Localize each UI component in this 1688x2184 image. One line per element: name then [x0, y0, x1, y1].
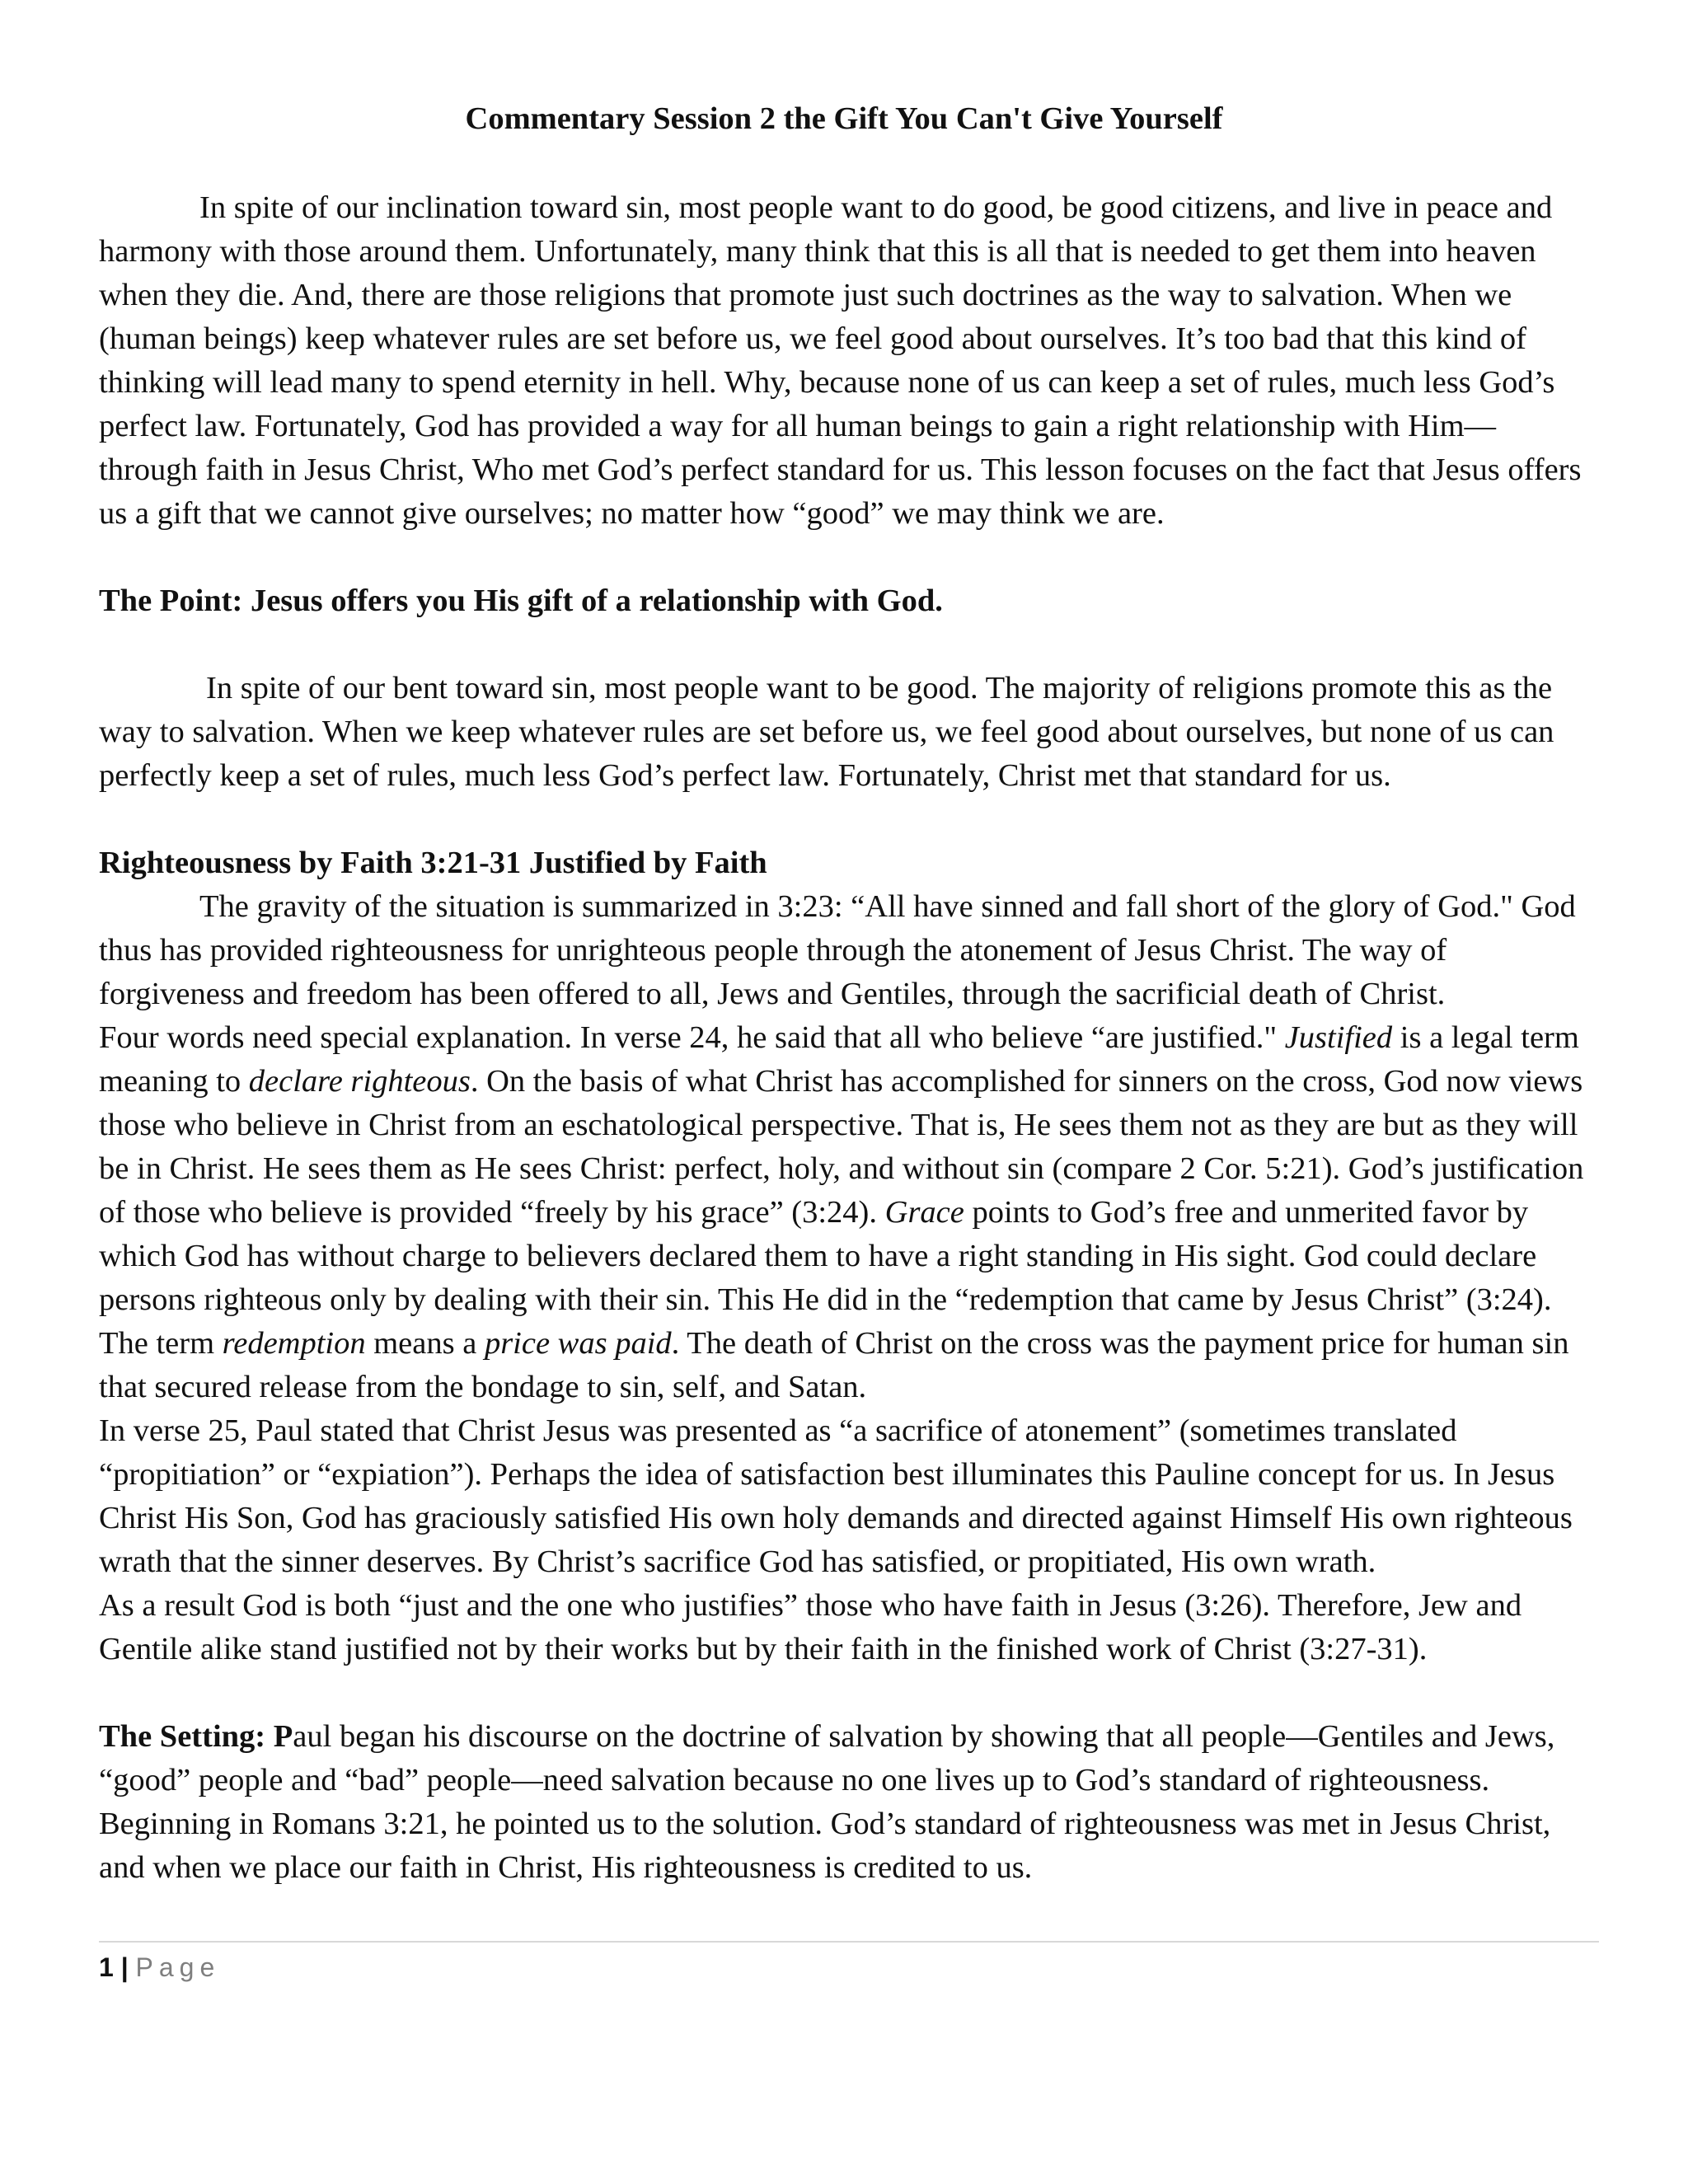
spacer: [99, 623, 1589, 667]
page-footer: [99, 1947, 220, 1988]
text-run: Four words need special explanation. In verse 24, he said that all who believe “are justified.": [99, 1020, 1285, 1055]
text-run: . The death of Christ on the cross was the payment price for human sin that secured release from the bondage to sin, self, and Satan.: [99, 1326, 1569, 1404]
section-paragraph-4: As a result God is both “just and the one who justifies” those who have faith in Jesus (3:26). Therefore, Jew and Gentile alike stand justified not by their works but by their faith in the finished work of Christ (3:27-31).: [99, 1588, 1522, 1666]
section-paragraph-3: In verse 25, Paul stated that Christ Jesus was presented as “a sacrifice of atonement” (sometimes translated “propitiation” or “expiation”). Perhaps the idea of satisfaction best illuminates this Pauline concept for us. In Jesus Christ His Son, God has graciously satisfied His own holy demands and directed against Himself His own righteous wrath that the sinner deserves. By Christ’s sacrifice God has satisfied, or propitiated, His own wrath.: [99, 1413, 1573, 1579]
setting-initial: P: [273, 1719, 293, 1754]
footer-separator: |: [120, 1952, 129, 1982]
footer-divider: [99, 1941, 1599, 1943]
document-title: Commentary Session 2 the Gift You Can't Give Yourself: [465, 101, 1223, 136]
italic-term-declare-righteous: declare righteous: [248, 1064, 471, 1099]
text-run: is a legal term meaning to: [99, 1020, 1579, 1099]
section-heading: Righteousness by Faith 3:21-31 Justified by Faith: [99, 846, 767, 880]
section-paragraph-2: [99, 1016, 1589, 1409]
document-page: [99, 97, 1589, 1890]
italic-term-justified: Justified: [1284, 1020, 1393, 1055]
text-run: . On the basis of what Christ has accomplished for sinners on the cross, God now views those who believe in Christ from an eschatological perspective. That is, He sees them not as they are but as they will be in Christ. He sees them as He sees Christ: perfect, holy, and without sin (compare 2 Cor. 5:21). God’s justification of those who believe is provided “freely by his grace” (3:24).: [99, 1064, 1584, 1230]
text-run: points to God’s free and unmerited favor by which God has without charge to believers declared them to have a right standing in His sight. God could declare persons righteous only by dealing with their sin. This He did in the “redemption that came by Jesus Christ” (3:24). The term: [99, 1195, 1552, 1361]
setting-text: aul began his discourse on the doctrine of salvation by showing that all people—Gentiles and Jews, “good” people and “bad” people—need salvation because no one lives up to God’s standard of righteousness. Beginning in Romans 3:21, he pointed us to the solution. God’s standard of righteousness was met in Jesus Christ, and when we place our faith in Christ, His righteousness is credited to us.: [99, 1719, 1555, 1885]
intro-paragraph: In spite of our inclination toward sin, most people want to do good, be good citizens, and live in peace and harmony with those around them. Unfortunately, many think that this is all that is needed to get them into heaven when they die. And, there are those religions that promote just such doctrines as the way to salvation. When we (human beings) keep whatever rules are set before us, we feel good about ourselves. It’s too bad that this kind of thinking will lead many to spend eternity in hell. Why, because none of us can keep a set of rules, much less God’s perfect law. Fortunately, God has provided a way for all human beings to gain a right relationship with Him—through faith in Jesus Christ, Who met God’s perfect standard for us. This lesson focuses on the fact that Jesus offers us a gift that we cannot give ourselves; no matter how “good” we may think we are.: [99, 190, 1582, 531]
setting-label: The Setting:: [99, 1719, 274, 1754]
page-label: Page: [135, 1952, 221, 1982]
spacer: [99, 1671, 1589, 1715]
italic-term-redemption: redemption: [222, 1326, 366, 1361]
page-number: 1: [99, 1952, 114, 1982]
spacer: [99, 536, 1589, 579]
point-paragraph: In spite of our bent toward sin, most people want to be good. The majority of religions promote this as the way to salvation. When we keep whatever rules are set before us, we feel good about ourselves, but none of us can perfectly keep a set of rules, much less God’s perfect law. Fortunately, Christ met that standard for us.: [99, 671, 1554, 793]
italic-term-price-was-paid: price was paid: [484, 1326, 672, 1361]
section-paragraph-1: The gravity of the situation is summarized in 3:23: “All have sinned and fall short of the glory of God." God thus has provided righteousness for unrighteous people through the atonement of Jesus Christ. The way of forgiveness and freedom has been offered to all, Jews and Gentiles, through the sacrificial death of Christ.: [99, 889, 1576, 1011]
point-heading: The Point: Jesus offers you His gift of a relationship with God.: [99, 583, 943, 618]
italic-term-grace: Grace: [884, 1195, 964, 1230]
text-run: means a: [365, 1326, 485, 1361]
setting-paragraph: [99, 1715, 1589, 1890]
spacer: [99, 798, 1589, 841]
